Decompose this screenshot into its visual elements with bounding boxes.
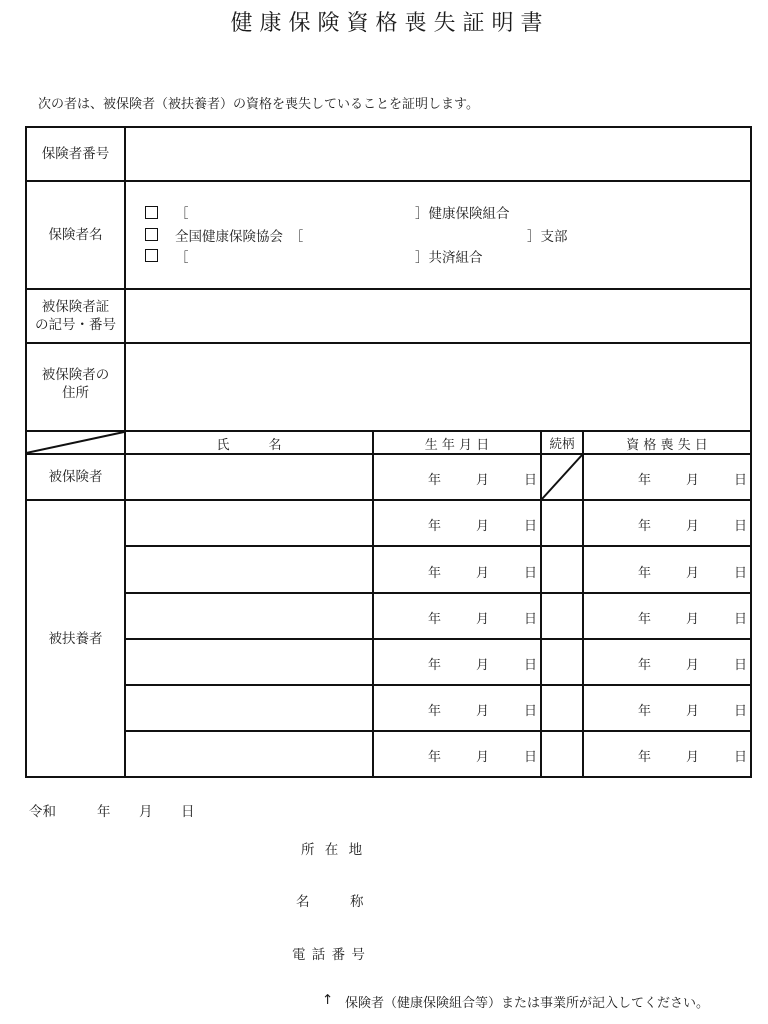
label-line: 被保険者証 (41, 299, 110, 315)
birth-month-unit: 月 (476, 612, 490, 627)
up-arrow-icon: ↑ (322, 992, 334, 1008)
birth-year-unit: 年 (428, 658, 442, 673)
row-divider (25, 430, 752, 432)
month-unit: 月 (139, 804, 153, 820)
relationship-field[interactable] (542, 640, 582, 684)
insurer-number-field[interactable] (126, 128, 750, 180)
intro-text: 次の者は、被保険者（被扶養者）の資格を喪失していることを証明します。 (38, 97, 479, 112)
name-field[interactable] (126, 455, 372, 499)
loss-day-unit: 日 (734, 473, 748, 488)
birth-day-unit: 日 (524, 704, 538, 719)
loss-day-unit: 日 (734, 704, 748, 719)
loss-day-unit: 日 (734, 658, 748, 673)
phone-label: 電 話 番 号 (292, 947, 366, 963)
note-text: 保険者（健康保険組合等）または事業所が記入してください。 (345, 996, 710, 1011)
name-column-divider (372, 431, 374, 778)
day-unit: 日 (181, 804, 195, 820)
label-line: 住所 (62, 385, 89, 401)
insurer-number-label: 保険者番号 (41, 146, 110, 162)
insured-label: 被保険者 (48, 469, 103, 485)
birth-year-unit: 年 (428, 750, 442, 765)
name-field[interactable] (126, 594, 372, 638)
birth-year-unit: 年 (428, 473, 442, 488)
birth-month-unit: 月 (476, 704, 490, 719)
name-field[interactable] (126, 501, 372, 545)
loss-year-unit: 年 (638, 473, 652, 488)
birth-day-unit: 日 (524, 658, 538, 673)
loss-day-unit: 日 (734, 750, 748, 765)
year-unit: 年 (97, 804, 111, 820)
label-line: 被保険者の (41, 367, 110, 383)
birth-month-unit: 月 (476, 566, 490, 581)
loss-day-unit: 日 (734, 566, 748, 581)
loss-year-unit: 年 (638, 704, 652, 719)
birth-year-unit: 年 (428, 519, 442, 534)
birth-day-unit: 日 (524, 519, 538, 534)
birth-year-unit: 年 (428, 704, 442, 719)
header-corner-diagonal (26, 431, 125, 454)
era-label: 令和 (29, 804, 56, 820)
option-prefix: ［ (175, 206, 189, 222)
relationship-field[interactable] (542, 501, 582, 545)
header-loss-date: 資 格 喪 失 日 (626, 438, 708, 453)
birth-month-unit: 月 (476, 658, 490, 673)
loss-month-unit: 月 (686, 612, 700, 627)
table-border-bottom (25, 776, 752, 778)
relationship-na-diagonal (541, 454, 583, 500)
address-field[interactable] (126, 344, 750, 430)
relationship-field[interactable] (542, 594, 582, 638)
birth-day-unit: 日 (524, 566, 538, 581)
loss-month-unit: 月 (686, 750, 700, 765)
loss-year-unit: 年 (638, 658, 652, 673)
checkbox-icon[interactable] (145, 228, 158, 241)
card-number-label (27, 290, 124, 342)
header-birth-date: 生 年 月 日 (424, 438, 490, 453)
checkbox-icon[interactable] (145, 249, 158, 262)
location-label: 所 在 地 (301, 842, 366, 858)
loss-month-unit: 月 (686, 704, 700, 719)
option-suffix: ］健康保険組合 (415, 206, 510, 222)
address-label (27, 344, 124, 430)
loss-year-unit: 年 (638, 519, 652, 534)
birth-day-unit: 日 (524, 473, 538, 488)
birth-day-unit: 日 (524, 750, 538, 765)
option-prefix: ［ (175, 250, 189, 266)
option-prefix: 全国健康保険協会 ［ (175, 229, 304, 245)
loss-month-unit: 月 (686, 566, 700, 581)
name-field[interactable] (126, 732, 372, 776)
dependents-label: 被扶養者 (48, 630, 103, 647)
name-field[interactable] (126, 547, 372, 592)
birth-day-unit: 日 (524, 612, 538, 627)
name-field[interactable] (126, 686, 372, 730)
insurer-name-label: 保険者名 (48, 227, 103, 243)
loss-month-unit: 月 (686, 473, 700, 488)
loss-day-unit: 日 (734, 612, 748, 627)
table-border-right (750, 126, 752, 778)
loss-year-unit: 年 (638, 750, 652, 765)
name-field[interactable] (126, 640, 372, 684)
company-name-label: 名 称 (296, 894, 364, 910)
header-name: 氏 名 (216, 438, 282, 453)
birth-month-unit: 月 (476, 473, 490, 488)
card-number-field[interactable] (126, 290, 750, 342)
relationship-field[interactable] (542, 547, 582, 592)
option-suffix: ］共済組合 (415, 250, 483, 266)
birth-month-unit: 月 (476, 519, 490, 534)
loss-day-unit: 日 (734, 519, 748, 534)
birth-year-unit: 年 (428, 612, 442, 627)
header-relationship: 続柄 (549, 436, 575, 451)
checkbox-icon[interactable] (145, 206, 158, 219)
row-divider (25, 180, 752, 182)
option-suffix: ］支部 (527, 229, 568, 245)
loss-year-unit: 年 (638, 612, 652, 627)
document-title: 健康保険資格喪失証明書 (230, 11, 550, 36)
relationship-field[interactable] (542, 686, 582, 730)
birth-year-unit: 年 (428, 566, 442, 581)
relationship-field[interactable] (542, 732, 582, 776)
label-line: の記号・番号 (35, 317, 116, 333)
birth-month-unit: 月 (476, 750, 490, 765)
loss-year-unit: 年 (638, 566, 652, 581)
loss-month-unit: 月 (686, 519, 700, 534)
loss-month-unit: 月 (686, 658, 700, 673)
